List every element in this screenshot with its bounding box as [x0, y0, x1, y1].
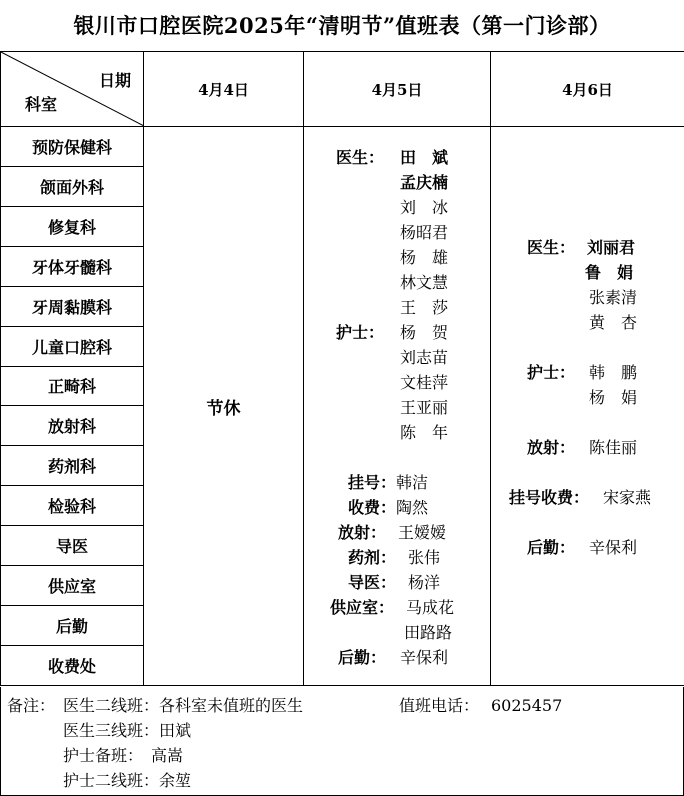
- dept-cell: 药剂科: [1, 446, 144, 486]
- day3-logistics: 辛保利: [589, 538, 638, 557]
- dept-cell: 收费处: [1, 645, 144, 685]
- dept-cell: 供应室: [1, 566, 144, 606]
- notes-line-2: 医生三线班：田斌: [63, 721, 192, 740]
- notes-section: [0, 687, 684, 796]
- day3-nurse-label: 护士：: [527, 363, 576, 382]
- dept-cell: 牙体牙髓科: [1, 246, 144, 286]
- notes-line-3: 护士备班： 高嵩: [63, 746, 184, 765]
- day2-schedule-cell: [304, 127, 491, 686]
- day2-doctor: 王 莎: [400, 298, 449, 317]
- notes-line-4: 护士二线班：余堃: [63, 771, 192, 790]
- day2-registration: 韩洁: [396, 473, 429, 492]
- day1-holiday-cell: 节休: [144, 127, 304, 686]
- day2-radiology-label: 放射：: [338, 523, 387, 542]
- page-title: 银川市口腔医院2025年“清明节”值班表（第一门诊部）: [73, 13, 611, 38]
- dept-cell: 正畸科: [1, 366, 144, 406]
- day2-pharmacy: 张伟: [408, 548, 441, 567]
- day2-doctor-lead: 孟庆楠: [400, 173, 449, 192]
- day3-logistics-label: 后勤：: [527, 538, 576, 557]
- duty-phone-label: 值班电话：: [399, 696, 480, 715]
- dept-cell: 放射科: [1, 406, 144, 446]
- day3-doctor-lead: 刘丽君: [587, 238, 636, 257]
- dept-cell: 预防保健科: [1, 127, 144, 167]
- day2-nurse: 王亚丽: [400, 398, 449, 417]
- day2-pharmacy-label: 药剂：: [348, 548, 397, 567]
- dept-cell: 后勤: [1, 606, 144, 646]
- header-row: [1, 52, 684, 127]
- day2-guide: 杨洋: [408, 573, 441, 592]
- dept-cell: 儿童口腔科: [1, 326, 144, 366]
- date-header-label: 日期: [98, 71, 131, 90]
- dept-cell: 牙周黏膜科: [1, 286, 144, 326]
- day2-nurse-label: 护士：: [336, 323, 385, 342]
- notes-label: 备注：: [7, 696, 56, 715]
- dept-header-label: 科室: [25, 95, 58, 114]
- day3-nurse: 韩 鹏: [589, 363, 638, 382]
- day2-radiology: 王嫒嫒: [398, 523, 447, 542]
- day2-guide-label: 导医：: [348, 573, 397, 592]
- date-header-apr5: 4月5日: [304, 52, 491, 127]
- day2-doctor-lead: 田 斌: [400, 148, 449, 167]
- day3-schedule-cell: [491, 127, 684, 686]
- day3-radiology-label: 放射：: [527, 438, 576, 457]
- day2-supply: 田路路: [404, 623, 453, 642]
- day2-nurse: 杨 贺: [400, 323, 449, 342]
- day3-radiology: 陈佳丽: [589, 438, 638, 457]
- duty-phone-number: 6025457: [491, 696, 563, 715]
- date-header-apr4: 4月4日: [144, 52, 304, 127]
- day2-supply: 马成花: [406, 598, 455, 617]
- day3-reg-cashier: 宋家燕: [603, 488, 652, 507]
- day2-nurse: 刘志苗: [400, 348, 449, 367]
- day2-registration-label: 挂号：: [348, 473, 397, 492]
- day2-doctor: 刘 冰: [400, 198, 449, 217]
- day2-logistics: 辛保利: [400, 648, 449, 667]
- dept-cell: 修复科: [1, 206, 144, 246]
- day3-nurse: 杨 娟: [589, 388, 638, 407]
- day3-reg-cashier-label: 挂号收费：: [509, 488, 590, 507]
- diagonal-header-cell: [1, 52, 144, 127]
- day2-doctor: 杨昭君: [400, 223, 449, 242]
- day3-doctor: 张素清: [589, 288, 638, 307]
- day3-doctor-lead: 鲁 娟: [585, 263, 634, 282]
- duty-table: [0, 51, 684, 686]
- notes-line-1: 医生二线班：各科室未值班的医生: [63, 696, 304, 715]
- date-header-apr6: 4月6日: [491, 52, 684, 127]
- dept-cell: 颌面外科: [1, 166, 144, 206]
- day2-supply-label: 供应室：: [330, 598, 395, 617]
- day2-logistics-label: 后勤：: [338, 648, 387, 667]
- day2-doctor-label: 医生：: [336, 148, 385, 167]
- day2-nurse: 陈 年: [400, 423, 449, 442]
- dept-cell: 检验科: [1, 486, 144, 526]
- day3-doctor: 黄 杏: [589, 313, 638, 332]
- day2-cashier: 陶然: [396, 498, 429, 517]
- day2-doctor: 杨 雄: [400, 248, 449, 267]
- day2-nurse: 文桂萍: [400, 373, 449, 392]
- dept-cell: 导医: [1, 526, 144, 566]
- day2-doctor: 林文慧: [400, 273, 449, 292]
- day3-doctor-label: 医生：: [527, 238, 576, 257]
- day2-cashier-label: 收费：: [348, 498, 397, 517]
